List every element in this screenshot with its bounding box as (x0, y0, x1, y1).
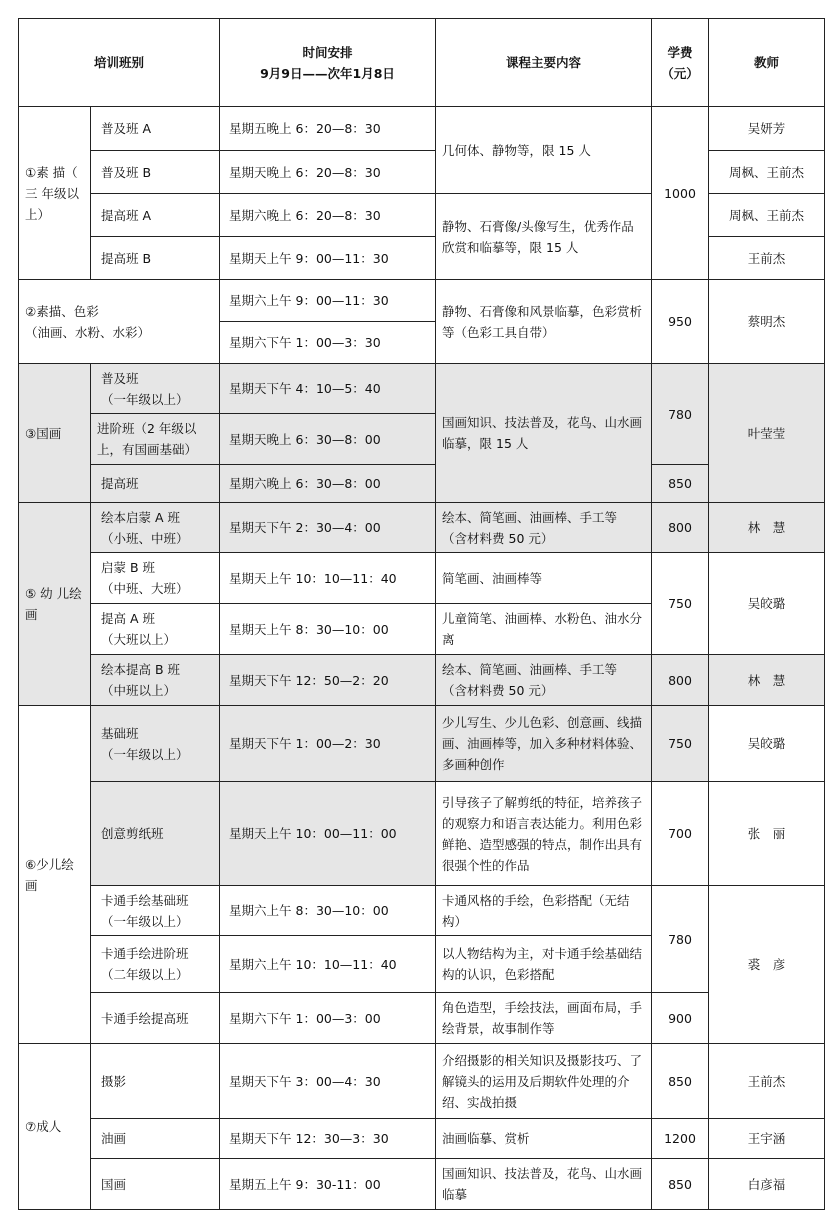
class-name (91, 886, 220, 936)
class-content: 国画知识、技法普及，花鸟、山水画临摹 (436, 1159, 652, 1210)
header-time-label: 时间安排 (302, 44, 353, 60)
class-teacher: 王宇涵 (709, 1119, 825, 1159)
class-name-grade: （二年级以上） (101, 967, 189, 982)
table-row (19, 782, 825, 886)
class-time: 星期天上午 10：10—11：40 (220, 553, 436, 604)
class-time: 星期天下午 4：10—5：40 (220, 364, 436, 414)
class-teacher: 蔡明杰 (709, 280, 825, 364)
class-teacher: 白彦福 (709, 1159, 825, 1210)
class-name: 提高班 B (91, 237, 220, 280)
class-content: 介绍摄影的相关知识及摄影技巧、了解镜头的运用及后期软件处理的介绍、实战拍摄 (436, 1044, 652, 1119)
class-fee: 1000 (652, 107, 709, 280)
class-name: 进阶班（2 年级以上，有国画基础） (91, 414, 220, 465)
class-time: 星期五上午 9：30-11：00 (220, 1159, 436, 1210)
class-name-main: 提高 A 班 (101, 611, 155, 626)
class-teacher: 林 慧 (709, 655, 825, 706)
class-content: 油画临摹、赏析 (436, 1119, 652, 1159)
header-time-range: 9月9日——次年1月8日 (260, 65, 395, 81)
section-name: ①素 描（ 三 年级以上） (19, 107, 91, 280)
class-time: 星期六晚上 6：20—8：30 (220, 194, 436, 237)
table-row (19, 1044, 825, 1119)
table-row (19, 655, 825, 706)
class-content: 角色造型，手绘技法，画面布局，手绘背景，故事制作等 (436, 993, 652, 1044)
class-time: 星期天下午 12：30—3：30 (220, 1119, 436, 1159)
class-teacher: 叶莹莹 (709, 364, 825, 503)
class-content (436, 503, 652, 553)
class-name-grade: （中班、大班） (101, 581, 189, 596)
class-time: 星期天下午 1：00—2：30 (220, 706, 436, 782)
class-name: 提高班 A (91, 194, 220, 237)
class-content: 静物、石膏像和风景临摹，色彩赏析等（色彩工具自带） (436, 280, 652, 364)
class-name-main: 卡通手绘基础班 (101, 892, 189, 908)
class-fee: 780 (652, 886, 709, 993)
section-name-sub: （油画、水粉、水彩） (25, 324, 151, 340)
class-fee: 800 (652, 655, 709, 706)
class-teacher: 吴皎璐 (709, 553, 825, 655)
class-time: 星期天上午 9：00—11：30 (220, 237, 436, 280)
class-content (436, 655, 652, 706)
class-teacher: 张 丽 (709, 782, 825, 886)
class-name: 摄影 (91, 1044, 220, 1119)
class-content: 简笔画、油画棒等 (436, 553, 652, 604)
table-row (19, 993, 825, 1044)
section-name-main: ②素描、色彩 (25, 303, 99, 319)
class-name (91, 655, 220, 706)
table-row (19, 107, 825, 151)
table-row (19, 1159, 825, 1210)
class-content-main: 绘本、简笔画、油画棒、手工等 (442, 662, 618, 677)
class-name-grade: （一年级以上） (101, 391, 189, 407)
class-time: 星期五晚上 6：20—8：30 (220, 107, 436, 151)
class-content: 国画知识、技法普及，花鸟、山水画临摹，限 15 人 (436, 364, 652, 503)
class-teacher: 周枫、王前杰 (709, 151, 825, 194)
class-time: 星期天上午 8：30—10：00 (220, 604, 436, 655)
class-fee: 750 (652, 706, 709, 782)
section-name: ⑦成人 (19, 1044, 91, 1210)
class-time: 星期六晚上 6：30—8：00 (220, 465, 436, 503)
table-row (19, 886, 825, 936)
class-teacher: 王前杰 (709, 1044, 825, 1119)
class-name-grade: （一年级以上） (101, 913, 189, 929)
class-fee: 850 (652, 465, 709, 503)
class-time: 星期六下午 1：00—3：00 (220, 993, 436, 1044)
class-fee: 750 (652, 553, 709, 655)
table-row (19, 503, 825, 553)
class-name (91, 936, 220, 993)
header-fee (652, 19, 709, 107)
class-content: 几何体、静物等，限 15 人 (436, 107, 652, 194)
class-name-main: 普及班 (101, 370, 139, 386)
class-teacher: 裘 彦 (709, 886, 825, 1044)
class-name-main: 基础班 (101, 725, 139, 741)
header-class: 培训班别 (19, 19, 220, 107)
section-name: ⑥少儿绘画 (19, 706, 91, 1044)
class-name-grade: （中班以上） (101, 683, 177, 698)
class-content: 儿童简笔、油画棒、水粉色、油水分离 (436, 604, 652, 655)
class-name-main: 绘本启蒙 A 班 (101, 509, 180, 525)
class-content: 静物、石膏像/头像写生，优秀作品欣赏和临摹等，限 15 人 (436, 194, 652, 280)
class-teacher: 吴妍芳 (709, 107, 825, 151)
table-row (19, 465, 825, 503)
table-row (19, 553, 825, 604)
class-name: 普及班 B (91, 151, 220, 194)
class-content-main: 绘本、简笔画、油画棒、手工等 (442, 509, 618, 525)
class-name-grade: （大班以上） (101, 632, 177, 647)
class-name: 油画 (91, 1119, 220, 1159)
header-time (220, 19, 436, 107)
class-fee: 780 (652, 364, 709, 465)
class-time: 星期六上午 8：30—10：00 (220, 886, 436, 936)
class-name (91, 503, 220, 553)
class-fee: 950 (652, 280, 709, 364)
class-fee: 900 (652, 993, 709, 1044)
class-name (91, 706, 220, 782)
header-content: 课程主要内容 (436, 19, 652, 107)
header-teacher: 教师 (709, 19, 825, 107)
class-time: 星期六下午 1：00—3：30 (220, 322, 436, 364)
section-name: ⑤ 幼 儿绘画 (19, 503, 91, 706)
class-name-grade: （小班、中班） (101, 530, 189, 546)
class-fee: 800 (652, 503, 709, 553)
class-teacher: 吴皎璐 (709, 706, 825, 782)
class-content-note: （含材料费 50 元） (442, 683, 554, 698)
class-fee: 1200 (652, 1119, 709, 1159)
class-name-main: 绘本提高 B 班 (101, 662, 181, 677)
class-name: 国画 (91, 1159, 220, 1210)
class-fee: 700 (652, 782, 709, 886)
header-fee-unit: （元） (661, 65, 699, 81)
class-name: 创意剪纸班 (91, 782, 220, 886)
header-fee-label: 学费 (667, 44, 693, 60)
table-row (19, 364, 825, 414)
class-time: 星期六上午 9：00—11：30 (220, 280, 436, 322)
class-time: 星期天下午 3：00—4：30 (220, 1044, 436, 1119)
class-time: 星期天下午 12：50—2：20 (220, 655, 436, 706)
class-fee: 850 (652, 1044, 709, 1119)
class-name (91, 604, 220, 655)
section-name (19, 280, 220, 364)
class-name-main: 启蒙 B 班 (101, 560, 156, 575)
class-name: 提高班 (91, 465, 220, 503)
class-content: 引导孩子了解剪纸的特征，培养孩子的观察力和语言表达能力。利用色彩鲜艳、造型感强的特点，制作出具有很强个性的作品 (436, 782, 652, 886)
class-content-note: （含材料费 50 元） (442, 530, 554, 546)
class-schedule-table (18, 18, 825, 1210)
class-time: 星期六上午 10：10—11：40 (220, 936, 436, 993)
class-time: 星期天上午 10：00—11：00 (220, 782, 436, 886)
section-name: ③国画 (19, 364, 91, 503)
class-name: 普及班 A (91, 107, 220, 151)
class-time: 星期天晚上 6：20—8：30 (220, 151, 436, 194)
class-teacher: 林 慧 (709, 503, 825, 553)
class-name: 卡通手绘提高班 (91, 993, 220, 1044)
class-content: 卡通风格的手绘，色彩搭配（无结构） (436, 886, 652, 936)
class-name-grade: （一年级以上） (101, 746, 189, 762)
class-content: 以人物结构为主，对卡通手绘基础结构的认识，色彩搭配 (436, 936, 652, 993)
class-teacher: 王前杰 (709, 237, 825, 280)
class-teacher: 周枫、王前杰 (709, 194, 825, 237)
class-time: 星期天下午 2：30—4：00 (220, 503, 436, 553)
class-name (91, 364, 220, 414)
class-name (91, 553, 220, 604)
header-row (19, 19, 825, 107)
class-time: 星期天晚上 6：30—8：00 (220, 414, 436, 465)
class-name-main: 卡通手绘进阶班 (101, 946, 189, 961)
class-content: 少儿写生、少儿色彩、创意画、线描画、油画棒等，加入多种材料体验、多画种创作 (436, 706, 652, 782)
table-row (19, 1119, 825, 1159)
table-row (19, 706, 825, 782)
class-fee: 850 (652, 1159, 709, 1210)
table-row (19, 280, 825, 322)
